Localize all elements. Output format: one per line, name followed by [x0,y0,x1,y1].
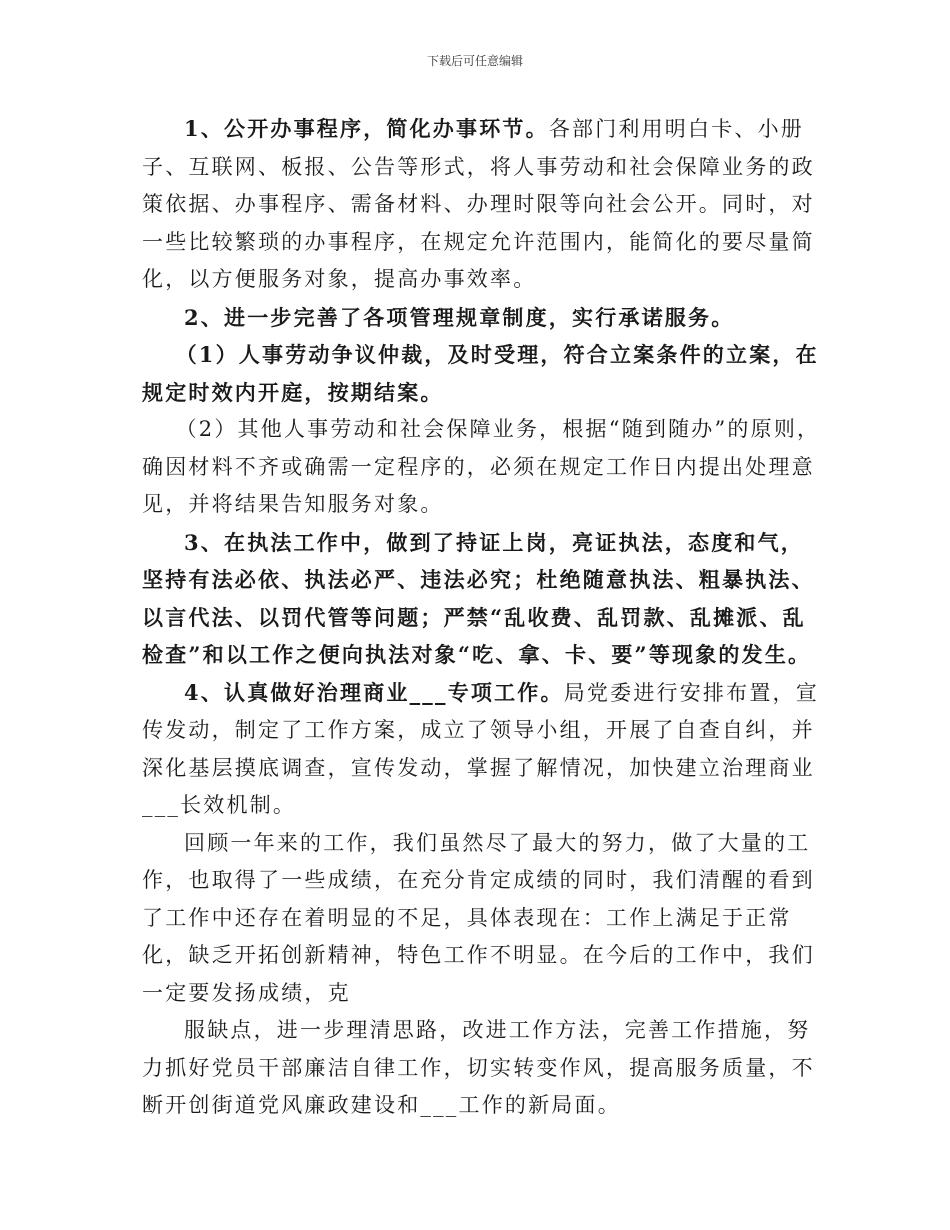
page-header: 下载后可任意编辑 [426,54,523,68]
paragraph-4: （2）其他人事劳动和社会保障业务，根据“随到随办”的原则，确因材料不齐或确需一定程序的，必须在规定工作日内提出处理意见，并将结果告知服务对象。 [142,417,821,516]
paragraph-6-text: 局党委进行安排布置，宣传发动，制定了工作方案，成立了领导小组，开展了自查自纠，并深化基层摸底调查，宣传发动，掌握了解情况，加快建立治理商业___长效机制。 [142,680,819,817]
paragraph-8: 服缺点，进一步理清思路，改进工作方法，完善工作措施，努力抓好党员干部廉洁自律工作，切实转变作风，提高服务质量，不断开创街道党风廉政建设和___工作的新局面。 [142,1018,815,1117]
paragraph-6 [142,674,822,825]
paragraph-1-text: 各部门利用明白卡、小册子、互联网、板报、公告等形式，将人事劳动和社会保障业务的政策依据、办事程序、需备材料、办理时限等向社会公开。同时，对一些比较繁琐的办事程序，在规定允许范围内，能简化的要尽量简化，以方便服务对象，提高办事效率。 [142,117,815,291]
paragraph-7: 回顾一年来的工作，我们虽然尽了最大的努力，做了大量的工作，也取得了一些成绩，在充分肯定成绩的同时，我们清醒的看到了工作中还存在着明显的不足，具体表现在：工作上满足于正常化，缺乏开拓创新精神，特色工作不明显。在今后的工作中，我们一定要发扬成绩，克 [142,830,815,1005]
paragraph-3: （1）人事劳动争议仲裁，及时受理，符合立案条件的立案，在规定时效内开庭，按期结案。 [142,342,819,405]
document-body [142,110,822,1125]
paragraph-2: 2、进一步完善了各项管理规章制度，实行承诺服务。 [184,304,735,330]
paragraph-1 [142,110,822,299]
paragraph-1-heading: 1、公开办事程序，简化办事环节。 [184,116,549,141]
paragraph-5: 3、在执法工作中，做到了持证上岗，亮证执法，态度和气，坚持有法必依、执法必严、违法必究；杜绝随意执法、粗暴执法、以言代法、以罚代管等问题；严禁“乱收费、乱罚款、乱摊派、乱检查”和以工作之便向执法对象“吃、拿、卡、要”等现象的发生。 [142,529,815,667]
paragraph-6-heading: 4、认真做好治理商业___专项工作。 [184,679,564,705]
